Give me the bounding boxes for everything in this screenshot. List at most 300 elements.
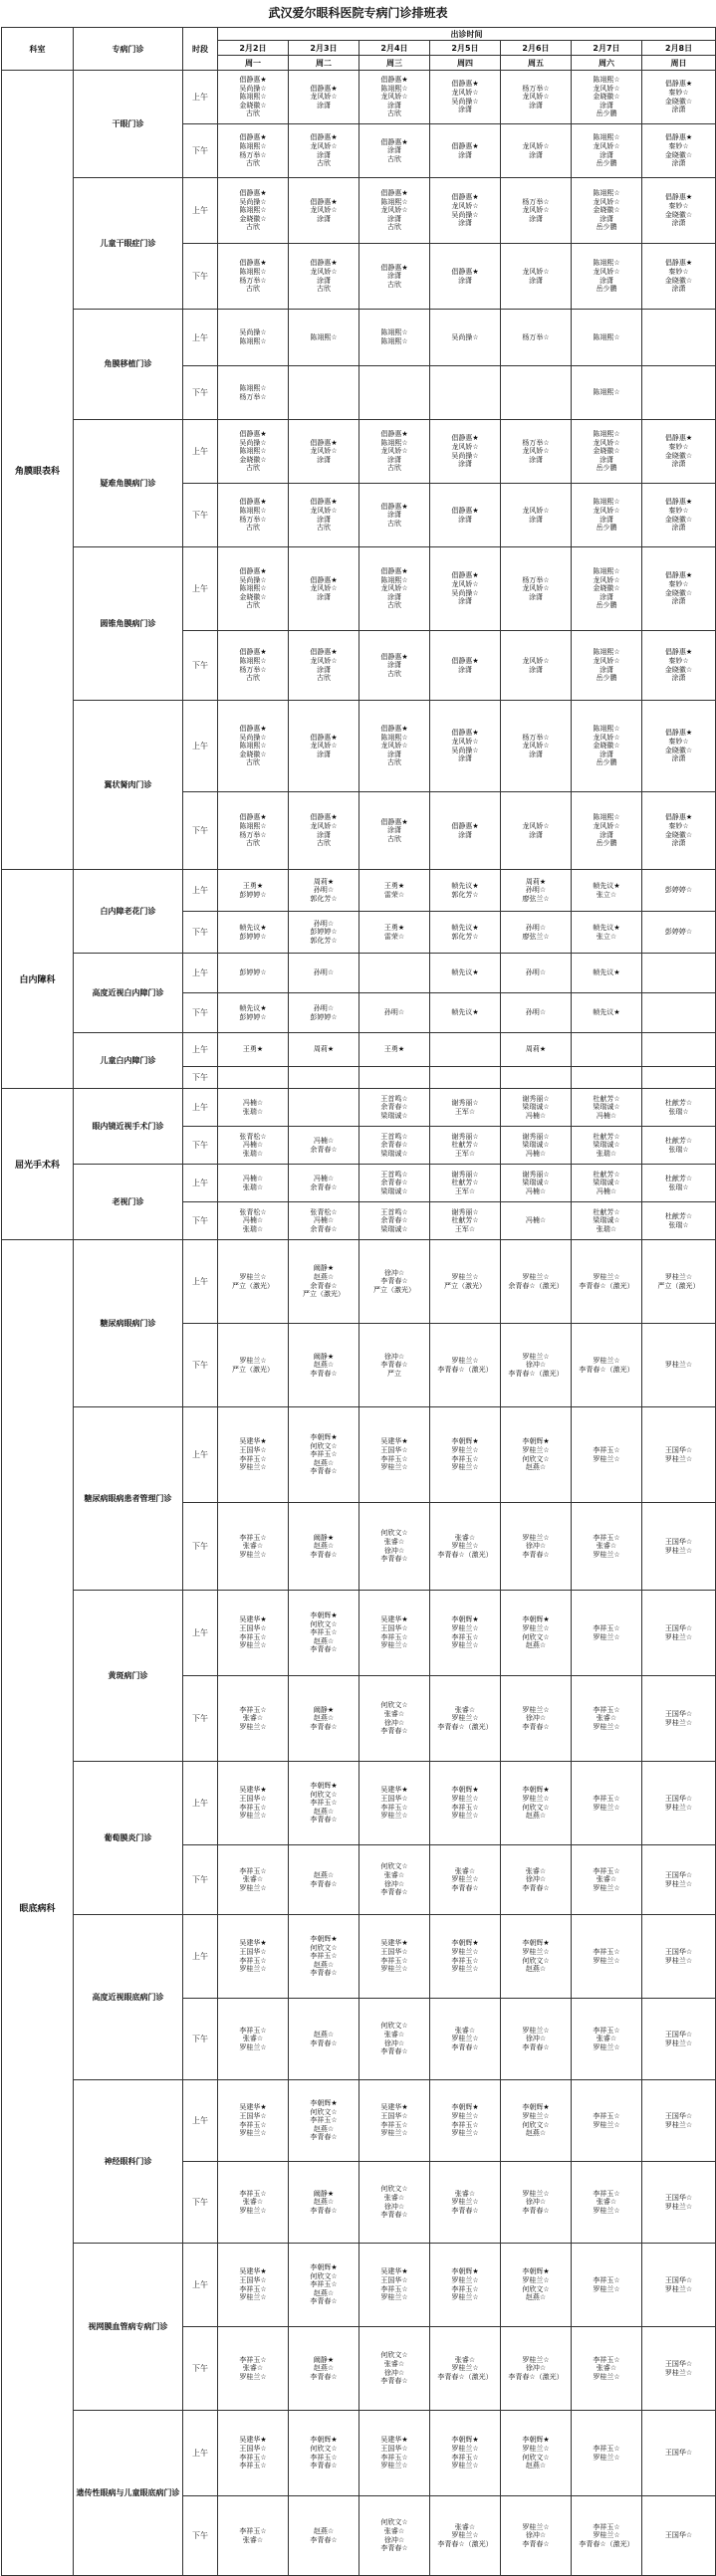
doctor-name: 张睿☆ <box>383 2030 405 2039</box>
doctor-name: 吴尚操☆ <box>451 97 479 106</box>
schedule-cell <box>642 484 716 547</box>
doctor-name: 陈翊熙☆ <box>593 813 620 822</box>
table-row <box>2 420 716 484</box>
doctor-name: 李祥玉☆ <box>451 1632 479 1641</box>
doctor-name: 李朝辉★ <box>451 1786 479 1795</box>
doctor-name: 张瑞☆ <box>242 1107 264 1116</box>
doctor-name: 徐冲☆ <box>383 2535 405 2544</box>
schedule-cell <box>430 701 501 792</box>
doctor-name: 杜献芳☆ <box>593 1207 620 1216</box>
header-date: 2月2日 <box>218 41 289 56</box>
doctor-name: 倡静惠★ <box>451 267 479 276</box>
schedule-cell <box>218 701 289 792</box>
table-row <box>2 1033 716 1067</box>
doctor-name: 严立（激光） <box>373 1285 415 1294</box>
doctor-name: 涂潇 <box>671 159 686 168</box>
doctor-name: 吴尚操☆ <box>451 746 479 754</box>
schedule-cell <box>289 1845 359 1915</box>
doctor-name: 陈翊熙☆ <box>239 141 267 150</box>
doctor-name: 罗桂兰☆ <box>239 1356 267 1365</box>
doctor-name: 帧先议★ <box>593 923 620 932</box>
schedule-cell <box>642 1915 716 1999</box>
schedule-cell <box>218 1033 289 1067</box>
doctor-name: 罗桂兰☆ <box>522 2355 550 2364</box>
doctor-name: 罗桂兰☆ <box>451 2198 479 2207</box>
doctor-name: 龙风娇☆ <box>593 438 620 447</box>
doctor-name: 李青春☆ <box>310 2462 338 2470</box>
doctor-name: 李青春☆ <box>380 1727 408 1736</box>
doctor-name: 赵燕☆ <box>525 2129 547 2138</box>
doctor-name: 倡静惠★ <box>239 498 267 507</box>
schedule-cell <box>572 1407 642 1503</box>
doctor-name: 王国华☆ <box>239 2444 267 2453</box>
doctor-name: 严立（激光） <box>657 1281 700 1290</box>
schedule-cell <box>572 1676 642 1762</box>
period-afternoon: 下午 <box>183 1845 218 1915</box>
schedule-cell <box>218 1165 289 1202</box>
doctor-name: 古欣 <box>246 674 260 683</box>
doctor-name: 吴尚操☆ <box>239 197 267 206</box>
schedule-cell <box>572 954 642 993</box>
schedule-cell <box>572 1067 642 1089</box>
schedule-cell <box>430 1240 501 1324</box>
doctor-name: 陈翊熙☆ <box>593 567 620 576</box>
doctor-name: 涂潇 <box>387 511 401 520</box>
schedule-cell <box>289 124 359 178</box>
doctor-name: 李祥玉☆ <box>239 2355 267 2364</box>
doctor-name: 严立 <box>387 1369 401 1378</box>
period-afternoon: 下午 <box>183 1503 218 1591</box>
schedule-cell <box>572 2411 642 2496</box>
doctor-name: 杨万举☆ <box>522 84 550 93</box>
table-row <box>2 547 716 631</box>
doctor-name: 涂潇 <box>599 214 613 223</box>
doctor-name: 赵燕☆ <box>525 1812 547 1821</box>
period-afternoon: 下午 <box>183 631 218 701</box>
schedule-cell <box>642 954 716 993</box>
period-morning: 上午 <box>183 310 218 366</box>
doctor-name: 李祥玉☆ <box>380 1632 408 1641</box>
doctor-name: 李朝辉★ <box>522 2103 550 2112</box>
doctor-name: 王国华☆ <box>239 2111 267 2120</box>
doctor-name: 杜献芳☆ <box>664 1098 693 1107</box>
doctor-name: 雷荣☆ <box>383 890 405 899</box>
doctor-name: 罗桂兰☆ <box>522 2444 550 2453</box>
doctor-name: 秦妙☆ <box>668 506 689 515</box>
period-afternoon: 下午 <box>183 1999 218 2080</box>
doctor-name: 涂潇 <box>317 150 331 159</box>
doctor-name: 倡静惠★ <box>310 575 338 584</box>
schedule-cell <box>572 1845 642 1915</box>
schedule-cell <box>359 2162 430 2244</box>
doctor-name: 罗桂兰☆ <box>664 1879 693 1888</box>
doctor-name: 杜献芳☆ <box>451 1216 479 1225</box>
doctor-name: 李朝辉★ <box>451 2103 479 2112</box>
doctor-name: 徐冲☆ <box>383 1352 405 1361</box>
doctor-name: 陈翊熙☆ <box>593 648 620 657</box>
schedule-cell <box>218 1845 289 1915</box>
doctor-name: 罗桂兰☆ <box>451 2531 479 2540</box>
schedule-cell <box>289 484 359 547</box>
doctor-name: 倡静惠★ <box>451 80 479 89</box>
doctor-name: 赵燕☆ <box>313 2030 335 2039</box>
doctor-name: 帧先议★ <box>593 1008 620 1017</box>
period-morning: 上午 <box>183 2080 218 2162</box>
schedule-cell <box>430 2496 501 2576</box>
doctor-name: 李祥玉☆ <box>451 1454 479 1463</box>
doctor-name: 倡静惠★ <box>380 76 408 85</box>
doctor-name: 李祥玉☆ <box>310 1952 338 1961</box>
schedule-cell <box>642 701 716 792</box>
doctor-name: 李青春☆ <box>310 2372 338 2381</box>
doctor-name: 陈翊熙☆ <box>593 133 620 142</box>
doctor-name: 龙风娇☆ <box>310 506 338 515</box>
schedule-cell <box>430 1999 501 2080</box>
schedule-cell <box>359 1999 430 2080</box>
doctor-name: 陈翊熙☆ <box>380 84 408 93</box>
schedule-cell <box>501 1089 572 1127</box>
schedule-cell <box>218 2496 289 2576</box>
doctor-name: 倡静惠★ <box>380 263 408 272</box>
schedule-cell <box>501 870 572 912</box>
doctor-name: 罗桂兰☆ <box>239 1641 267 1650</box>
doctor-name: 张青松☆ <box>239 1132 267 1141</box>
doctor-name: 吴尚操☆ <box>239 575 267 584</box>
doctor-name: 冯楠☆ <box>242 1141 264 1150</box>
doctor-name: 徐冲☆ <box>525 1542 547 1551</box>
doctor-name: 张睿☆ <box>454 2355 476 2364</box>
doctor-name: 倡静惠★ <box>239 133 267 142</box>
doctor-name: 张睿☆ <box>454 1533 476 1542</box>
doctor-name: 罗桂兰☆ <box>380 2462 408 2470</box>
doctor-name: 谢秀丽☆ <box>522 1132 550 1141</box>
doctor-name: 王国华☆ <box>664 2359 693 2368</box>
schedule-cell <box>642 1324 716 1407</box>
schedule-cell <box>289 2411 359 2496</box>
doctor-name: 李祥玉☆ <box>380 1956 408 1965</box>
schedule-cell <box>572 993 642 1033</box>
doctor-name: 杨万举☆ <box>522 332 550 341</box>
doctor-name: 杨万举☆ <box>239 665 267 674</box>
doctor-name: 秦妙☆ <box>668 201 689 210</box>
doctor-name: 倡静惠★ <box>310 438 338 447</box>
doctor-name: 龙风娇☆ <box>593 267 620 276</box>
doctor-name: 倡静惠★ <box>239 189 267 198</box>
doctor-name: 李祥玉☆ <box>239 1866 267 1875</box>
doctor-name: 罗桂兰☆ <box>451 1542 479 1551</box>
doctor-name: 罗桂兰☆ <box>451 2462 479 2470</box>
doctor-name: 李青春☆ <box>310 1879 338 1888</box>
schedule-cell <box>501 1033 572 1067</box>
doctor-name: 罗桂兰☆ <box>664 2202 693 2211</box>
table-row <box>2 701 716 792</box>
schedule-cell <box>289 1165 359 1202</box>
schedule-cell <box>642 1089 716 1127</box>
doctor-name: 罗桂兰☆ <box>522 2111 550 2120</box>
doctor-name: 周莉★ <box>313 1045 335 1054</box>
doctor-name: 王国华☆ <box>239 1947 267 1956</box>
doctor-name: 龙风娇☆ <box>593 141 620 150</box>
schedule-cell <box>359 1127 430 1165</box>
schedule-cell <box>218 792 289 870</box>
schedule-cell <box>501 1407 572 1503</box>
doctor-name: 谢秀丽☆ <box>451 1098 479 1107</box>
doctor-name: 李青春☆（激光） <box>437 1365 493 1374</box>
doctor-name: 何欣文☆ <box>310 2444 338 2453</box>
doctor-name: 罗桂兰☆ <box>593 2372 620 2381</box>
doctor-name: 陈翊熙☆ <box>593 388 620 397</box>
doctor-name: 陈翊熙☆ <box>593 76 620 85</box>
doctor-name: 帧先议★ <box>593 968 620 977</box>
doctor-name: 涂潇 <box>387 272 401 281</box>
doctor-name: 罗桂兰☆ <box>664 2284 693 2293</box>
doctor-name: 王勇★ <box>383 1045 405 1054</box>
schedule-cell <box>430 1202 501 1240</box>
doctor-name: 涂潇 <box>671 524 686 533</box>
clinic-name: 白内障老花门诊 <box>74 870 183 954</box>
doctor-name: 涂潇 <box>387 661 401 670</box>
schedule-cell <box>218 870 289 912</box>
doctor-name: 张青松☆ <box>239 1207 267 1216</box>
schedule-cell <box>572 2080 642 2162</box>
doctor-name: 涂潇 <box>458 460 472 469</box>
doctor-name: 李青春☆ <box>522 2042 550 2051</box>
doctor-name: 梁瑞诚☆ <box>593 1103 620 1112</box>
doctor-name: 张立☆ <box>596 890 617 899</box>
period-morning: 上午 <box>183 1762 218 1845</box>
doctor-name: 吴建华★ <box>380 1437 408 1446</box>
doctor-name: 张睿☆ <box>596 2035 617 2043</box>
schedule-cell <box>501 912 572 954</box>
doctor-name: 吴建华★ <box>380 1786 408 1795</box>
schedule-cell <box>642 310 716 366</box>
schedule-cell <box>642 1999 716 2080</box>
schedule-cell <box>430 1762 501 1845</box>
doctor-name: 罗桂兰☆ <box>451 1463 479 1472</box>
doctor-name: 陈翊熙☆ <box>380 438 408 447</box>
clinic-name: 神经眼科门诊 <box>74 2080 183 2244</box>
doctor-name: 冯楠☆ <box>242 1098 264 1107</box>
doctor-name: 王国华☆ <box>380 1623 408 1632</box>
doctor-name: 赵燕☆ <box>313 1870 335 1879</box>
doctor-name: 罗桂兰☆ <box>239 1272 267 1281</box>
schedule-cell <box>642 2496 716 2576</box>
doctor-name: 谢秀丽☆ <box>451 1132 479 1141</box>
doctor-name: 罗桂兰☆ <box>522 1352 550 1361</box>
doctor-name: 陈翊熙☆ <box>380 733 408 742</box>
doctor-name: 涂潇 <box>458 106 472 114</box>
doctor-name: 徐冲☆ <box>525 2364 547 2373</box>
period-afternoon: 下午 <box>183 124 218 178</box>
period-afternoon: 下午 <box>183 912 218 954</box>
clinic-name: 视网膜血管病专病门诊 <box>74 2244 183 2411</box>
doctor-name: 倡静惠★ <box>239 725 267 734</box>
doctor-name: 王国华☆ <box>239 1794 267 1803</box>
schedule-cell <box>501 484 572 547</box>
doctor-name: 赵燕☆ <box>525 1463 547 1472</box>
doctor-name: 李祥玉☆ <box>451 1956 479 1965</box>
doctor-name: 陈翊熙☆ <box>593 259 620 268</box>
doctor-name: 杜献芳☆ <box>593 1094 620 1103</box>
schedule-cell <box>501 2496 572 2576</box>
schedule-cell <box>359 870 430 912</box>
doctor-name: 赵燕☆ <box>313 1807 335 1816</box>
doctor-name: 梁瑞诚☆ <box>593 1216 620 1225</box>
doctor-name: 倡静惠★ <box>310 133 338 142</box>
period-morning: 上午 <box>183 2411 218 2496</box>
clinic-name: 遗传性眼病与儿童眼底病门诊 <box>74 2411 183 2576</box>
schedule-cell <box>218 993 289 1033</box>
doctor-name: 涂潇 <box>317 214 331 223</box>
doctor-name: 张瑞☆ <box>668 1145 689 1154</box>
schedule-cell <box>501 1324 572 1407</box>
doctor-name: 涂潇 <box>458 219 472 228</box>
schedule-cell <box>501 71 572 124</box>
doctor-name: 赵燕☆ <box>313 1960 335 1969</box>
table-row <box>2 1591 716 1676</box>
doctor-name: 郭化芳☆ <box>310 936 338 945</box>
doctor-name: 涂潇 <box>458 515 472 524</box>
doctor-name: 吴建华★ <box>239 2267 267 2276</box>
schedule-cell <box>430 1915 501 1999</box>
doctor-name: 罗桂兰☆ <box>451 1965 479 1974</box>
schedule-cell <box>572 71 642 124</box>
doctor-name: 李青春☆ <box>522 1550 550 1559</box>
period-afternoon: 下午 <box>183 484 218 547</box>
doctor-name: 帧先议★ <box>239 1003 267 1012</box>
doctor-name: 彭婷婷☆ <box>239 932 267 941</box>
doctor-name: 李朝辉★ <box>451 2267 479 2276</box>
doctor-name: 罗桂兰☆ <box>380 1463 408 1472</box>
doctor-name: 李青春☆ <box>380 2544 408 2553</box>
doctor-name: 周莉★ <box>525 1045 547 1054</box>
doctor-name: 余青春☆ <box>310 1281 338 1290</box>
doctor-name: 罗桂兰☆ <box>239 1965 267 1974</box>
schedule-cell <box>572 2496 642 2576</box>
doctor-name: 杜献芳☆ <box>451 1179 479 1187</box>
clinic-name: 葡萄膜炎门诊 <box>74 1762 183 1915</box>
doctor-name: 龙风娇☆ <box>593 506 620 515</box>
doctor-name: 罗桂兰☆ <box>593 2453 620 2462</box>
doctor-name: 徐冲☆ <box>525 1875 547 1884</box>
schedule-cell <box>642 912 716 954</box>
period-afternoon: 下午 <box>183 792 218 870</box>
doctor-name: 涂潇 <box>529 150 543 159</box>
doctor-name: 冯楠☆ <box>596 1111 617 1120</box>
doctor-name: 何欣文☆ <box>380 1701 408 1710</box>
doctor-name: 杨万举☆ <box>239 830 267 839</box>
doctor-name: 龙风娇☆ <box>522 141 550 150</box>
doctor-name: 倡静惠★ <box>451 434 479 443</box>
schedule-cell <box>359 2327 430 2411</box>
doctor-name: 李朝辉★ <box>522 1615 550 1624</box>
doctor-name: 龙风娇☆ <box>310 206 338 215</box>
doctor-name: 罗桂兰☆ <box>664 2120 693 2129</box>
schedule-cell <box>572 310 642 366</box>
schedule-cell <box>642 2244 716 2327</box>
doctor-name: 罗桂兰☆ <box>522 1445 550 1454</box>
doctor-name: 张睿☆ <box>454 2522 476 2531</box>
doctor-name: 郭化芳☆ <box>310 894 338 903</box>
doctor-name: 涂潇 <box>458 665 472 674</box>
doctor-name: 李祥玉☆ <box>593 2444 620 2453</box>
doctor-name: 倡静惠★ <box>310 197 338 206</box>
doctor-name: 杨万举☆ <box>239 276 267 285</box>
doctor-name: 吴尚操☆ <box>451 588 479 597</box>
doctor-name: 阚静★ <box>313 1264 335 1273</box>
schedule-cell <box>572 1089 642 1127</box>
doctor-name: 罗桂兰☆ <box>593 2531 620 2540</box>
clinic-name: 干眼门诊 <box>74 71 183 178</box>
doctor-name: 陈翊熙☆ <box>380 197 408 206</box>
doctor-name: 何欣文☆ <box>380 2518 408 2527</box>
doctor-name: 王首鸣☆ <box>380 1207 408 1216</box>
doctor-name: 何欣文☆ <box>522 1454 550 1463</box>
table-row <box>2 1407 716 1503</box>
doctor-name: 吴尚操☆ <box>239 438 267 447</box>
doctor-name: 赵燕☆ <box>313 2364 335 2373</box>
doctor-name: 陈翊熙☆ <box>239 93 267 102</box>
doctor-name: 李朝辉★ <box>451 2436 479 2445</box>
schedule-cell <box>501 420 572 484</box>
doctor-name: 李祥玉☆ <box>380 2120 408 2129</box>
doctor-name: 彭婷婷☆ <box>239 968 267 977</box>
header-date: 2月4日 <box>359 41 430 56</box>
schedule-cell <box>359 366 430 420</box>
doctor-name: 涂潇 <box>529 592 543 601</box>
doctor-name: 涂潇 <box>529 750 543 758</box>
schedule-cell <box>501 2244 572 2327</box>
doctor-name: 赵燕☆ <box>313 1361 335 1370</box>
doctor-name: 张睿☆ <box>454 1705 476 1714</box>
doctor-name: 龙风娇☆ <box>310 447 338 456</box>
table-row <box>2 178 716 244</box>
doctor-name: 古欣 <box>317 285 331 294</box>
doctor-name: 李青春☆（激光） <box>508 1369 564 1378</box>
doctor-name: 张立☆ <box>596 932 617 941</box>
doctor-name: 李祥玉☆ <box>593 2275 620 2284</box>
doctor-name: 罗桂兰☆ <box>451 1641 479 1650</box>
schedule-cell <box>501 178 572 244</box>
period-afternoon: 下午 <box>183 1067 218 1089</box>
doctor-name: 罗桂兰☆ <box>522 1705 550 1714</box>
doctor-name: 倡静惠★ <box>239 430 267 439</box>
schedule-cell <box>572 547 642 631</box>
header-weekday: 周三 <box>359 56 430 71</box>
doctor-name: 古欣 <box>387 669 401 678</box>
schedule-cell <box>572 701 642 792</box>
schedule-cell <box>289 1676 359 1762</box>
doctor-name: 李青春☆ <box>522 2539 550 2548</box>
doctor-name: 张睿☆ <box>454 2189 476 2198</box>
schedule-cell <box>642 2162 716 2244</box>
doctor-name: 涂潇 <box>317 750 331 758</box>
doctor-name: 李祥玉☆ <box>593 1623 620 1632</box>
doctor-name: 王国华☆ <box>664 1623 693 1632</box>
doctor-name: 何欣文☆ <box>522 2284 550 2293</box>
doctor-name: 罗桂兰☆ <box>380 1641 408 1650</box>
doctor-name: 古欣 <box>246 758 260 767</box>
doctor-name: 涂潇 <box>317 276 331 285</box>
doctor-name: 严立（激光） <box>303 1290 345 1299</box>
doctor-name: 龙风娇☆ <box>451 579 479 588</box>
doctor-name: 涂潇 <box>317 665 331 674</box>
doctor-name: 金晓徽☆ <box>664 830 693 839</box>
doctor-name: 杨万举☆ <box>239 150 267 159</box>
doctor-name: 冯楠☆ <box>596 1186 617 1195</box>
doctor-name: 李祥玉☆ <box>310 1628 338 1637</box>
doctor-name: 罗桂兰☆ <box>522 1272 550 1281</box>
